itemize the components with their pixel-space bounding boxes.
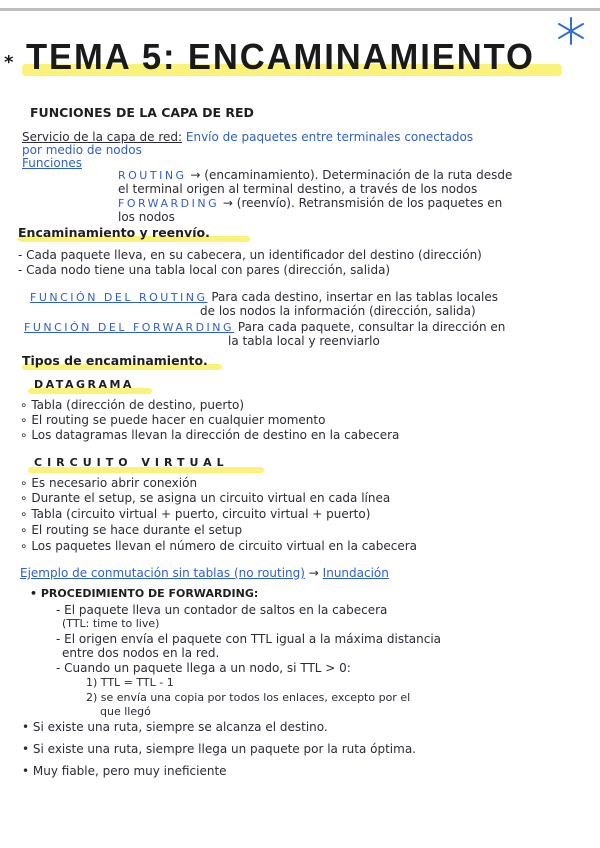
func-forwarding-label: FUNCIÓN DEL FORWARDING xyxy=(24,321,235,334)
title-block xyxy=(26,36,556,78)
func-routing-label: FUNCIÓN DEL ROUTING xyxy=(30,291,208,304)
func-forwarding-line-1 xyxy=(24,320,505,335)
ejemplo-heading: Ejemplo de conmutación sin tablas (no routing) xyxy=(20,566,305,580)
func-routing-line-1 xyxy=(30,290,498,305)
routing-line-1 xyxy=(118,168,512,183)
encaminamiento-item: - Cada paquete lleva, en su cabecera, un identificador del destino (dirección) xyxy=(18,248,482,262)
circuito-item: ∘ Tabla (circuito virtual + puerto, circuito virtual + puerto) xyxy=(20,507,371,521)
funciones-label: Funciones xyxy=(22,156,82,170)
datagrama-item: ∘ El routing se puede hacer en cualquier momento xyxy=(20,413,326,427)
procedimiento-step: 1) TTL = TTL - 1 xyxy=(86,676,174,689)
circuito-item: ∘ Es necesario abrir conexión xyxy=(20,476,198,490)
routing-term: ROUTING xyxy=(118,169,187,182)
encaminamiento-item: - Cada nodo tiene una tabla local con pares (dirección, salida) xyxy=(18,263,391,277)
servicio-text-1: Envío de paquetes entre terminales conectados xyxy=(185,130,474,144)
procedimiento-step: entre dos nodos en la red. xyxy=(62,646,220,660)
circuito-item: ∘ Durante el setup, se asigna un circuito virtual en cada línea xyxy=(20,491,391,505)
circuito-item: ∘ El routing se hace durante el setup xyxy=(20,523,243,537)
ejemplo-arrow: → xyxy=(308,566,319,580)
top-rule xyxy=(0,8,600,11)
ejemplo-heading-line xyxy=(20,566,389,580)
procedimiento-step: (TTL: time to live) xyxy=(62,617,160,630)
section-heading-funciones: FUNCIONES DE LA CAPA DE RED xyxy=(30,105,254,120)
forwarding-text-1: → (reenvío). Retransmisión de los paquetes en xyxy=(222,196,503,210)
circuito-heading: CIRCUITO VIRTUAL xyxy=(34,456,229,469)
datagrama-heading: DATAGRAMA xyxy=(34,378,134,391)
procedimiento-heading: • PROCEDIMIENTO DE FORWARDING: xyxy=(30,587,259,600)
servicio-line-1 xyxy=(22,130,473,144)
title-bullet: * xyxy=(4,52,14,73)
datagrama-item: ∘ Tabla (dirección de destino, puerto) xyxy=(20,398,245,412)
forwarding-line-1 xyxy=(118,196,502,211)
asterisk-star-icon xyxy=(556,16,586,46)
func-routing-text-2: de los nodos la información (dirección, salida) xyxy=(200,304,476,318)
conclusion-bullet: • Si existe una ruta, siempre se alcanza el destino. xyxy=(22,720,328,734)
procedimiento-step: - El paquete lleva un contador de saltos en la cabecera xyxy=(56,603,388,617)
procedimiento-step: 2) se envía una copia por todos los enlaces, excepto por el xyxy=(86,691,411,704)
section-heading-encaminamiento: Encaminamiento y reenvío. xyxy=(18,225,210,240)
conclusion-bullet: • Muy fiable, pero muy ineficiente xyxy=(22,764,227,778)
procedimiento-step: - Cuando un paquete llega a un nodo, si TTL > 0: xyxy=(56,661,351,675)
forwarding-term: FORWARDING xyxy=(118,197,220,210)
page-title: TEMA 5: ENCAMINAMIENTO xyxy=(26,36,535,77)
conclusion-bullet: • Si existe una ruta, siempre llega un paquete por la ruta óptima. xyxy=(22,742,416,756)
servicio-label: Servicio de la capa de red: xyxy=(22,130,183,144)
func-forwarding-text-1: Para cada paquete, consultar la dirección en xyxy=(237,320,506,334)
section-heading-tipos: Tipos de encaminamiento. xyxy=(22,353,208,368)
func-forwarding-text-2: la tabla local y reenviarlo xyxy=(228,334,380,348)
routing-text-2: el terminal origen al terminal destino, a través de los nodos xyxy=(118,182,478,196)
inundacion-link: Inundación xyxy=(322,566,389,580)
procedimiento-step: que llegó xyxy=(100,705,151,718)
func-routing-text-1: Para cada destino, insertar en las tablas locales xyxy=(211,290,499,304)
routing-text-1: → (encaminamiento). Determinación de la ruta desde xyxy=(190,168,513,182)
forwarding-text-2: los nodos xyxy=(118,210,175,224)
procedimiento-step: - El origen envía el paquete con TTL igual a la máxima distancia xyxy=(56,632,442,646)
circuito-item: ∘ Los paquetes llevan el número de circuito virtual en la cabecera xyxy=(20,539,418,553)
servicio-text-2: por medio de nodos xyxy=(22,143,142,157)
datagrama-item: ∘ Los datagramas llevan la dirección de destino en la cabecera xyxy=(20,428,400,442)
